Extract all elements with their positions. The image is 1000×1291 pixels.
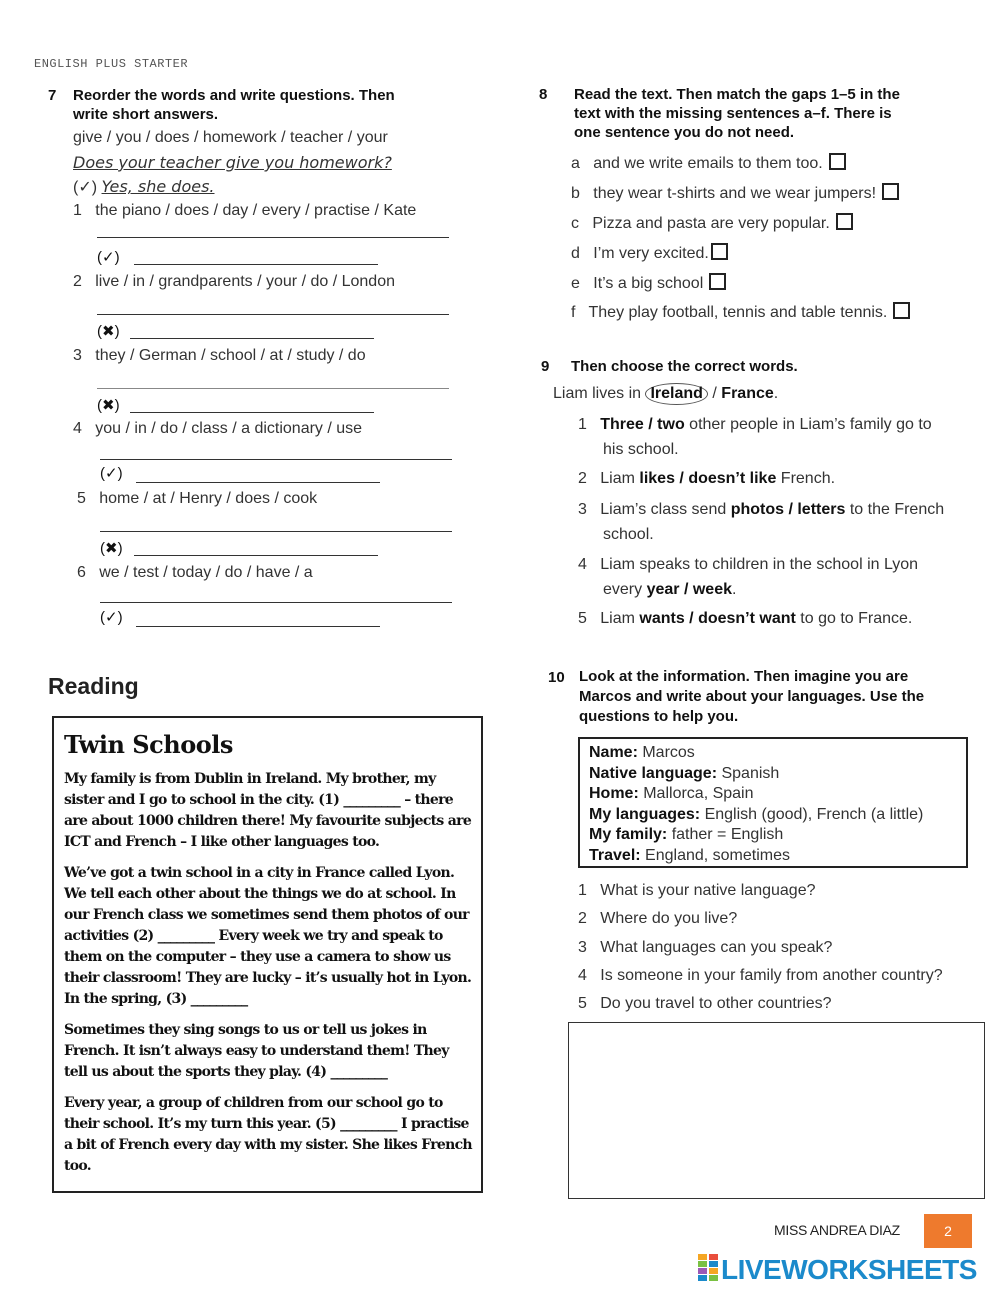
info-label: Name: [589,744,638,761]
info-label: Travel: [589,846,641,864]
item-number: 3 [73,347,82,364]
item-number: 5 [578,995,587,1013]
checkbox-c[interactable] [836,213,853,230]
q7-instruction-line2: write short answers. [73,106,219,123]
q7-instruction-line1: Reorder the words and write questions. Then [73,87,395,104]
info-label: Native language: [589,764,718,782]
choice-b[interactable]: doesn’t like [688,470,777,487]
q8-option-d [571,243,728,263]
info-value: Spanish [717,764,780,782]
choice-a[interactable]: Three [600,416,644,433]
q8-option-c [571,213,853,233]
choice-sep: / [674,470,689,487]
liveworksheets-logo-icon [698,1254,718,1282]
q9-example [553,381,778,406]
question-text: What is your native language? [600,882,816,899]
item-post: to the French [845,501,945,518]
q10-number: 10 [548,669,565,686]
item-number: 5 [578,610,587,627]
q9-item-4 [578,552,988,602]
answer-line[interactable] [100,459,452,460]
item-prompt: home / at / Henry / does / cook [99,490,318,507]
info-box [578,737,968,868]
item-post: French. [776,470,836,487]
checkbox-e[interactable] [709,273,726,290]
item-number: 5 [77,490,86,507]
option-text: It’s a big school [593,275,704,292]
q7-number: 7 [48,87,57,104]
item-number: 2 [578,910,587,928]
q7-item-4 [73,420,362,438]
short-answer-line[interactable] [130,412,374,413]
q9-number: 9 [541,358,550,375]
reading-title: Twin Schools [64,730,233,759]
option-letter: f [571,304,576,321]
item-prompt: live / in / grandparents / your / do / London [95,273,395,290]
short-answer-line[interactable] [136,482,380,483]
q7-item-3 [73,347,366,365]
example-slash: / [707,385,722,402]
option-letter: a [571,155,580,172]
q7-instruction [73,86,395,124]
item-prompt: we / test / today / do / have / a [99,564,313,581]
info-value: father = English [667,826,784,843]
item-number: 1 [578,416,587,433]
choice-b[interactable]: doesn’t want [698,610,796,627]
info-value: English (good), French (a little) [700,805,924,823]
short-answer-line[interactable] [130,338,374,339]
q9-item-2 [578,466,835,491]
reading-paragraph: Sometimes they sing songs to us or tell us jokes in French. It isn’t always easy to understand them! They tell us about the sports they play. (4) _________ [64,1022,449,1080]
q10-instruction-line2: Marcos and write about your languages. Use the [579,688,925,705]
answer-line[interactable] [97,237,449,238]
check-mark-icon: (✓) [73,179,98,196]
reading-heading: Reading [48,673,139,699]
checkbox-f[interactable] [893,302,910,319]
choice-sep: / [679,581,693,598]
short-answer-line[interactable] [134,264,378,265]
item-post: other people in Liam’s family go to [684,416,932,433]
item-number: 1 [73,202,82,219]
short-answer-line[interactable] [136,626,380,627]
q9-instruction: Then choose the correct words. [571,358,798,375]
writing-answer-box[interactable] [568,1022,985,1199]
choice-b[interactable]: week [692,581,732,598]
item-line2-pre: every [603,581,647,598]
checkbox-b[interactable] [882,183,899,200]
item-number: 3 [578,501,587,518]
q8-instruction [574,85,900,142]
option-text: Pizza and pasta are very popular. [592,215,830,232]
example-alt: France [721,385,774,402]
question-text: Do you travel to other countries? [600,995,832,1013]
q8-option-e [571,273,726,293]
cross-mark-icon: (✖) [97,397,120,414]
q7-item-5 [77,490,317,508]
q10-question [578,905,943,933]
item-number: 4 [578,966,587,984]
q7-item-2 [73,273,395,291]
reading-paragraph: My family is from Dublin in Ireland. My brother, my sister and I go to school in the city. (1) _________ – there are about 1000 children there! My favourite subjects are ICT and French – I like other languages too. [64,771,472,850]
option-letter: e [571,275,580,292]
question-text: What languages can you speak? [600,938,833,956]
q9-item-1 [578,412,988,462]
item-pre: Liam speaks to children in the school in Lyon [600,556,919,573]
info-value: Mallorca, Spain [638,785,754,802]
info-row [589,805,957,826]
q8-option-f [571,302,910,322]
choice-a[interactable]: photos [730,501,785,518]
cross-mark-icon: (✖) [97,323,120,340]
q7-item-1 [73,202,416,220]
reading-text-box [52,716,483,1193]
choice-b[interactable]: two [657,416,685,433]
info-row [589,764,957,785]
item-pre: Liam [600,610,640,627]
info-value: England, sometimes [640,846,790,864]
item-pre: Liam [600,470,640,487]
item-line2-post: . [731,581,737,598]
q8-instruction-line3: one sentence you do not need. [574,124,795,141]
q10-question [578,877,943,905]
answer-line[interactable] [97,388,449,389]
q7-example-answer: Yes, she does. [101,177,215,196]
item-number: 3 [578,938,587,956]
item-number: 4 [73,420,82,437]
liveworksheets-logo [698,1254,977,1286]
item-number: 2 [578,470,587,487]
info-label: Home: [589,785,639,802]
choice-sep: / [784,501,798,518]
item-number: 6 [77,564,86,581]
cross-mark-icon: (✖) [100,540,123,557]
item-line2: his school. [603,441,679,458]
item-pre: Liam’s class send [600,501,731,518]
page-number-badge: 2 [924,1214,972,1248]
choice-a[interactable]: wants [639,610,685,627]
q9-item-5 [578,606,912,631]
choice-sep: / [643,416,658,433]
q10-question [578,934,943,962]
choice-b[interactable]: letters [797,501,846,518]
answer-line[interactable] [97,314,449,315]
item-number: 4 [578,556,587,573]
example-pre: Liam lives in [553,385,646,402]
brand-text: LIVEWORKSHEETS [721,1254,977,1285]
info-row [589,743,957,764]
q8-number: 8 [539,86,548,103]
info-row [589,846,957,867]
choice-sep: / [684,610,699,627]
info-label: My languages: [589,805,701,823]
answer-line[interactable] [100,602,452,603]
question-text: Is someone in your family from another country? [600,966,943,984]
header-label: ENGLISH PLUS STARTER [34,57,189,71]
check-mark-icon: (✓) [100,609,123,626]
question-text: Where do you live? [600,910,738,928]
q10-question [578,990,943,1018]
info-row [589,784,957,805]
circled-answer: Ireland [645,383,707,405]
teacher-name: MISS ANDREA DIAZ [774,1222,900,1238]
reading-paragraph: We’ve got a twin school in a city in France called Lyon. We tell each other about the things we do at school. In our French class we sometimes send them photos of our activities (2) _________ Every week we try and speak to them on the computer – they use a camera to show us their classroom! They are lucky – it’s usually hot in Lyon. In the spring, (3) _________ [64,865,472,1007]
item-line2: school. [603,526,654,543]
option-text: and we write emails to them too. [593,155,823,172]
option-text: They play football, tennis and table tennis. [588,304,888,321]
checkbox-d[interactable] [711,243,728,260]
q8-option-a [571,153,846,173]
option-text: I’m very excited. [593,245,709,262]
item-prompt: you / in / do / class / a dictionary / use [95,420,363,437]
q7-item-6 [77,564,313,582]
info-label: My family: [589,826,668,843]
q8-instruction-line2: text with the missing sentences a–f. There is [574,105,892,122]
q10-instruction-line3: questions to help you. [579,708,739,725]
option-letter: c [571,215,579,232]
info-value: Marcos [637,744,695,761]
option-text: they wear t-shirts and we wear jumpers! [593,185,877,202]
q7-example-answer-row [73,177,215,197]
option-letter: d [571,245,580,262]
item-number: 1 [578,882,587,899]
q7-example-prompt: give / you / does / homework / teacher / your [73,129,388,146]
item-post: to go to France. [795,610,913,627]
item-number: 2 [73,273,82,290]
q10-instruction [579,667,924,727]
example-end: . [773,385,779,402]
item-prompt: the piano / does / day / every / practise / Kate [95,202,417,219]
item-prompt: they / German / school / at / study / do [95,347,366,364]
checkbox-a[interactable] [829,153,846,170]
q10-question [578,962,943,990]
q10-instruction-line1: Look at the information. Then imagine you are [579,668,909,685]
q8-option-b [571,183,899,203]
option-letter: b [571,185,580,202]
q10-questions [578,877,943,1018]
answer-line[interactable] [100,531,452,532]
choice-a[interactable]: year [646,581,680,598]
reading-paragraph: Every year, a group of children from our school go to their school. It’s my turn this year. (5) _________ I practise a bit of French every day with my sister. She likes French too. [64,1095,472,1174]
q9-item-3 [578,497,988,547]
short-answer-line[interactable] [134,555,378,556]
choice-a[interactable]: likes [639,470,675,487]
info-row [589,825,957,846]
check-mark-icon: (✓) [97,249,120,266]
q8-instruction-line1: Read the text. Then match the gaps 1–5 in the [574,86,900,103]
check-mark-icon: (✓) [100,465,123,482]
q7-example-question: Does your teacher give you homework? [73,153,392,172]
